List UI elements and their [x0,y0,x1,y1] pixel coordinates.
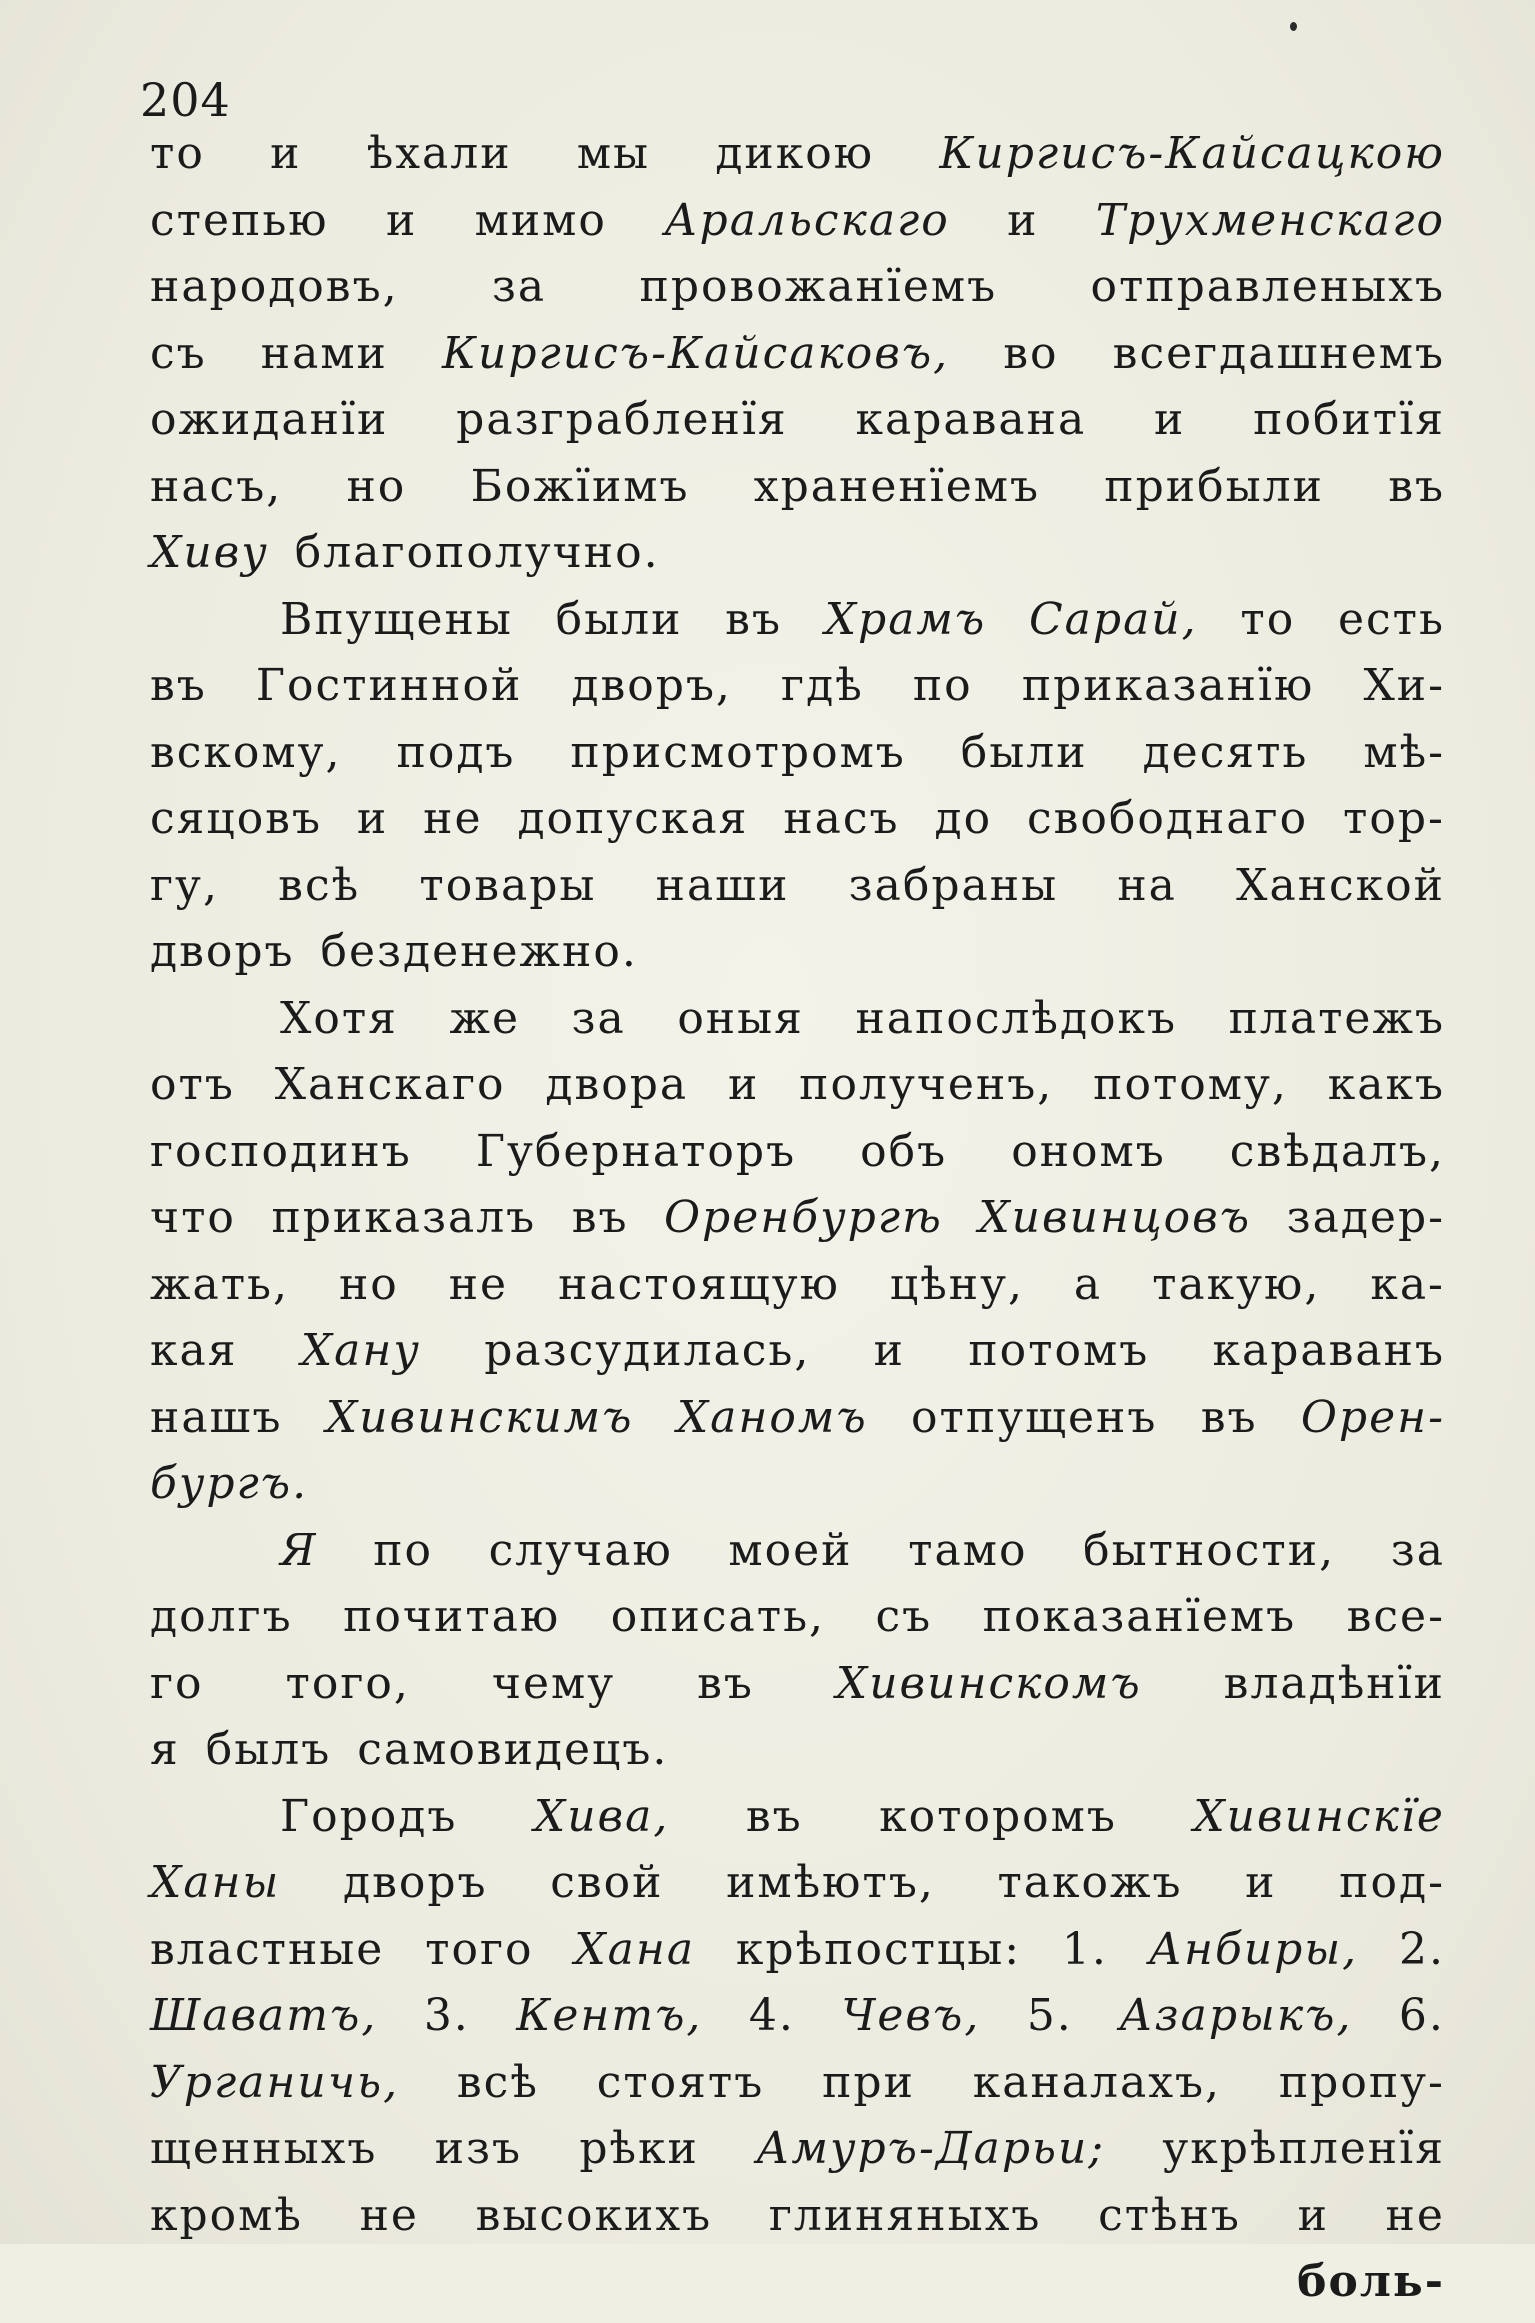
word: Хивинцовъ [978,1192,1252,1243]
word: самовидецъ. [357,1724,669,1775]
word: дикою [715,128,875,179]
word: потому, [1093,1059,1288,1110]
word: дворъ [343,1857,488,1908]
word: а [1073,1258,1103,1310]
word: стѣнъ [1098,2189,1241,2241]
word: безденежно. [320,926,638,977]
word: Киргисъ-Кайсаковъ, [442,327,950,379]
word: ожиданїи [150,394,389,445]
word: Сарай, [1029,593,1198,645]
word: щенныхъ [150,2123,378,2174]
word: тор- [1343,793,1445,844]
word: имѣютъ, [726,1857,935,1908]
word: 6. [1398,1990,1445,2041]
word: разграбленїя [456,394,788,445]
word: провожанїемъ [639,261,998,312]
word: Ханомъ [676,1391,868,1443]
word: есть [1338,593,1445,645]
text-line [150,328,1445,395]
word: Губернаторъ [475,1125,797,1177]
word: Хана [574,1923,696,1975]
word: Орен- [1300,1391,1445,1443]
text-line [150,1192,1445,1259]
word: того, [285,1657,410,1709]
word: Ханскаго [274,1059,506,1110]
word: насъ, [150,460,283,512]
word: не [1385,2189,1445,2241]
text-line [150,527,1445,594]
word: мимо [474,194,607,246]
text-line [150,993,1445,1060]
word: разсудилась, [484,1325,811,1376]
word: караванъ [1212,1325,1445,1376]
word: объ [860,1125,948,1177]
word: цѣну, [889,1258,1024,1310]
text-line [150,594,1445,661]
word: Хивинскїе [1193,1790,1445,1842]
word: рѣки [579,2123,699,2174]
word: 1. [1061,1923,1108,1975]
word: наши [655,859,790,911]
page-text [150,128,1445,2323]
text-line [150,860,1445,927]
word: 3. [423,1990,470,2041]
word: въ [571,1192,629,1243]
word: народовъ, [150,261,399,312]
word: Киргисъ-Кайсацкою [939,128,1445,179]
word: Хану [300,1325,421,1376]
word: 5. [1026,1990,1073,2041]
word: Хиву [150,527,269,578]
word: глиняныхъ [768,2189,1042,2241]
word: того [425,1923,534,1975]
word: Впущены [280,593,513,645]
text-line [150,1724,1445,1791]
word: пропу- [1278,2056,1445,2108]
word: которомъ [879,1790,1117,1842]
word: то [1240,593,1296,645]
word: то [150,128,205,179]
text-line [150,195,1445,262]
word: Хивинскомъ [835,1657,1142,1709]
word: Хива, [533,1790,670,1842]
word: но [346,460,407,512]
word: приказанїю [1021,660,1315,711]
word: по [373,1524,434,1576]
catchword [150,2256,1445,2323]
word: мы [576,128,651,179]
text-line [150,727,1445,794]
word: 4. [748,1990,795,2041]
word: Аральскаго [664,194,950,246]
word: за [1390,1524,1445,1576]
word: товары [419,859,597,911]
word: но [338,1258,399,1310]
word: и [356,793,389,844]
text-line [150,1791,1445,1858]
word: ѣхали [366,128,512,179]
word: владѣнїи [1223,1657,1445,1709]
word: же [449,992,520,1044]
word: Азарыкъ, [1119,1990,1353,2041]
word: все- [1346,1591,1445,1642]
word: всегдашнемъ [1112,327,1445,379]
word: бытности, [1083,1524,1336,1576]
word: побитїя [1253,394,1445,445]
word: Оренбургѣ [663,1192,943,1243]
word: при [822,2056,915,2108]
word: двора [545,1059,689,1110]
word: всѣ [278,859,361,911]
word: я [150,1724,180,1775]
word: не [359,2189,419,2241]
word: Ханской [1236,859,1445,911]
text-line [150,1591,1445,1658]
word: господинъ [150,1125,412,1177]
word: съ [150,327,207,379]
text-line [150,1325,1445,1392]
word: десять [1142,726,1309,778]
word: чему [491,1657,616,1709]
word: нами [260,327,388,379]
word: въ [745,1790,803,1842]
word: прибыли [1104,460,1324,512]
word: допуская [517,793,749,844]
word: Я [280,1524,318,1576]
word: Ханы [150,1857,281,1908]
word: не [423,793,483,844]
text-line [150,394,1445,461]
word: крѣпостцы: [735,1923,1022,1975]
word: случаю [488,1524,673,1576]
text-line [150,1525,1445,1592]
word: за [571,992,626,1044]
word: мѣ- [1363,726,1445,778]
word: во [1003,327,1059,379]
word: платежъ [1228,992,1445,1044]
text-line [150,1857,1445,1924]
word: и [1297,2189,1329,2241]
word: свѣдалъ, [1229,1125,1445,1177]
word: Трухменскаго [1095,194,1445,246]
word: въ [150,660,207,711]
text-line [150,1458,1445,1525]
word: Гостинной [255,660,523,711]
word: на [1117,859,1177,911]
word: каналахъ, [972,2056,1222,2108]
word: почитаю [343,1591,561,1642]
word: и [385,194,418,246]
word: съ [875,1591,933,1642]
word: степью [150,194,329,246]
word: Хивинскимъ [325,1391,634,1443]
text-line [150,261,1445,328]
word: и [727,1059,760,1110]
word: былъ [205,1724,332,1775]
word: были [960,726,1088,778]
word: жать, [150,1258,289,1310]
word: и [873,1325,905,1376]
word: укрѣпленїя [1162,2123,1445,2174]
text-line [150,793,1445,860]
page-number: 204 [140,73,231,127]
word: Амуръ-Дарьи; [756,2123,1106,2174]
word: храненїемъ [753,460,1041,512]
word: такую, [1152,1258,1321,1310]
word: ка- [1370,1258,1445,1310]
word: кая [150,1325,238,1376]
word: стоятъ [596,2056,765,2108]
word: кромѣ [150,2189,303,2241]
word: отъ [150,1059,235,1110]
word: Божїимъ [470,460,690,512]
word: каравана [855,394,1087,445]
word: ономъ [1011,1125,1166,1177]
word: Кентъ, [516,1990,703,2041]
word: и [1007,194,1039,246]
word: Хотя [280,992,398,1044]
word: под- [1339,1857,1445,1908]
word: въ [725,593,782,645]
catchword-text: боль- [1297,2256,1445,2307]
text-line [150,926,1445,993]
word: благополучно. [294,527,660,578]
ink-speck [1290,22,1297,31]
text-line [150,2190,1445,2257]
text-line [150,1990,1445,2057]
word: сяцовъ [150,793,322,844]
text-line [150,660,1445,727]
word: изъ [434,2123,523,2174]
word: присмотромъ [570,726,906,778]
word: Чевъ, [841,1990,981,2041]
word: насъ [783,793,900,844]
text-line [150,1924,1445,1991]
word: властные [150,1923,385,1975]
word: полученъ, [799,1059,1054,1110]
word: въ [697,1657,754,1709]
word: бургъ. [150,1458,309,1509]
word: описать, [610,1591,826,1642]
text-line [150,128,1445,195]
word: до [934,793,993,844]
word: напослѣдокъ [855,992,1178,1044]
text-line [150,2057,1445,2124]
text-line [150,1259,1445,1326]
word: дворъ, [571,660,732,711]
word: въ [1388,460,1445,512]
word: Городъ [280,1790,458,1842]
word: что [150,1192,236,1243]
word: свой [550,1857,664,1908]
word: тамо [908,1524,1028,1576]
word: потомъ [968,1325,1150,1376]
text-line [150,1059,1445,1126]
word: и [270,128,302,179]
word: всѣ [456,2056,539,2108]
word: за [491,261,547,312]
word: задер- [1286,1192,1445,1243]
word: долгъ [150,1591,293,1642]
word: гдѣ [781,660,864,711]
word: такожъ [997,1857,1183,1908]
text-line [150,2123,1445,2190]
word: подъ [396,726,516,778]
word: высокихъ [475,2189,713,2241]
word: Хи- [1363,660,1445,711]
word: забраны [848,859,1059,911]
word: отпущенъ [911,1391,1158,1443]
word: гу, [150,859,219,911]
text-line [150,1392,1445,1459]
word: по [912,660,973,711]
word: въ [1200,1391,1258,1443]
text-line [150,1126,1445,1193]
word: были [555,593,683,645]
word: 2. [1398,1923,1445,1975]
word: не [448,1258,509,1310]
word: свободнаго [1027,793,1309,844]
word: показанїемъ [982,1591,1297,1642]
word: го [150,1657,204,1709]
word: отправленыхъ [1090,261,1445,312]
word: и [1154,394,1186,445]
word: Шаватъ, [150,1990,378,2041]
word: приказалъ [271,1192,537,1243]
word: Урганичь, [150,2056,400,2108]
word: нашъ [150,1391,283,1443]
word: какъ [1327,1059,1445,1110]
word: моей [728,1524,853,1576]
word: вскому, [150,726,342,778]
word: дворъ [150,926,295,977]
word: Храмъ [824,593,987,645]
word: Анбиры, [1148,1923,1359,1975]
word: оныя [677,992,804,1044]
word: и [1245,1857,1277,1908]
text-line [150,1658,1445,1725]
word: настоящую [558,1258,840,1310]
text-line [150,461,1445,528]
